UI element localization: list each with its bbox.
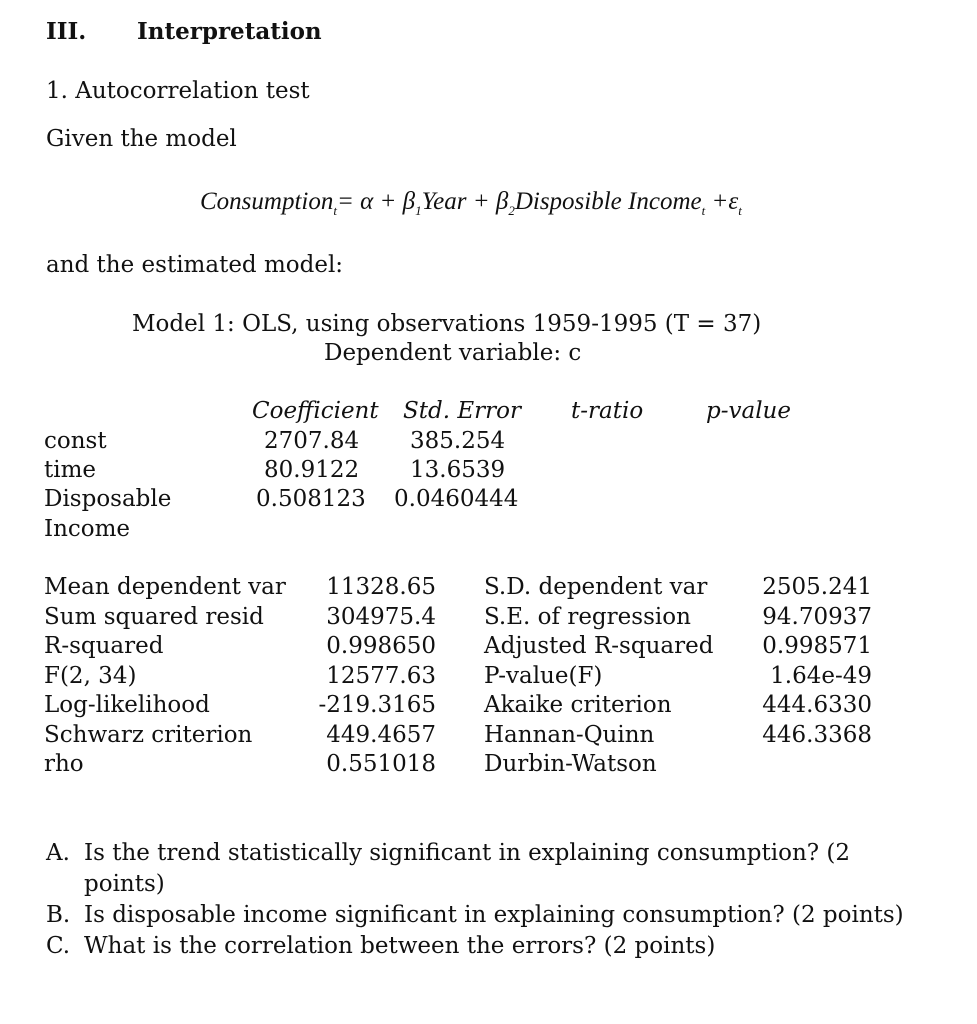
model-title: Model 1: OLS, using observations 1959-1995 (T = 37) xyxy=(132,311,762,337)
eq-plus-1: + xyxy=(373,188,403,215)
row-disposable-se: 0.0460444 xyxy=(394,486,519,512)
row-disposable-coef: 0.508123 xyxy=(256,486,366,512)
question-text: Is the trend statistically significant in explaining consumption? (2 points) xyxy=(84,840,851,897)
question-item xyxy=(46,900,926,931)
stat-label: F(2, 34) xyxy=(44,662,137,689)
question-text: What is the correlation between the errors? (2 points) xyxy=(84,933,716,959)
header-std-error: Std. Error xyxy=(403,398,521,424)
stats-values-left xyxy=(300,573,436,780)
eq-equals: = xyxy=(336,188,361,215)
row-const-name: const xyxy=(44,428,107,454)
eq-eps-sub: t xyxy=(738,203,742,218)
stat-value: 0.998571 xyxy=(762,633,872,659)
stat-label: Durbin-Watson xyxy=(484,751,657,777)
eq-year: Year xyxy=(421,188,467,215)
header-p-value: p-value xyxy=(706,398,791,424)
dependent-variable: Dependent variable: c xyxy=(324,340,582,366)
stat-value: 0.551018 xyxy=(326,751,436,777)
row-const-se: 385.254 xyxy=(410,428,506,454)
stat-value: 11328.65 xyxy=(326,574,436,600)
row-time-coef: 80.9122 xyxy=(264,457,360,483)
question-item xyxy=(46,931,926,962)
eq-beta2: β xyxy=(495,188,509,215)
question-text: Is disposable income significant in explaining consumption? (2 points) xyxy=(84,902,904,928)
stat-value: 1.64e-49 xyxy=(770,662,872,689)
intro-text: Given the model xyxy=(46,126,237,152)
stat-label: Adjusted R-squared xyxy=(484,633,714,659)
eq-disposable-income: Disposible Income xyxy=(514,188,702,215)
stat-value: 94.70937 xyxy=(762,603,872,630)
eq-beta1: β xyxy=(402,188,416,215)
stat-label: R-squared xyxy=(44,633,164,659)
stat-value: 12577.63 xyxy=(326,662,436,689)
stat-label: S.E. of regression xyxy=(484,603,691,630)
section-title: Interpretation xyxy=(137,18,322,45)
eq-beta1-sub: 1 xyxy=(415,203,422,218)
estimated-intro: and the estimated model: xyxy=(46,252,344,278)
stats-values-right xyxy=(740,573,872,750)
stat-label: Sum squared resid xyxy=(44,603,264,630)
header-t-ratio: t-ratio xyxy=(571,398,644,424)
row-time-se: 13.6539 xyxy=(410,457,506,483)
stat-label: Hannan-Quinn xyxy=(484,721,655,748)
eq-lhs-sub: t xyxy=(333,203,337,218)
eq-plus-3: + xyxy=(705,188,729,215)
stat-label: rho xyxy=(44,751,84,777)
stat-label: Schwarz criterion xyxy=(44,721,253,748)
stat-label: Mean dependent var xyxy=(44,574,286,600)
stats-labels-left xyxy=(44,573,286,780)
row-disposable-name-line2: Income xyxy=(44,516,131,542)
question-item xyxy=(46,838,926,900)
eq-disp-sub: t xyxy=(701,203,706,218)
row-disposable-name: Disposable xyxy=(44,486,172,512)
eq-epsilon: ε xyxy=(728,188,739,215)
stat-value: -219.3165 xyxy=(318,692,436,718)
question-letter: B. xyxy=(46,902,71,928)
eq-beta2-sub: 2 xyxy=(508,203,515,218)
stat-label: P-value(F) xyxy=(484,662,603,689)
question-list xyxy=(46,838,926,962)
stat-label: Akaike criterion xyxy=(484,692,672,718)
section-number: III. xyxy=(46,18,87,45)
header-coefficient: Coefficient xyxy=(252,398,379,424)
stat-value: 446.3368 xyxy=(762,721,872,748)
model-equation xyxy=(200,188,742,219)
row-const-coef: 2707.84 xyxy=(264,428,360,454)
eq-plus-2: + xyxy=(466,188,496,215)
stat-value: 449.4657 xyxy=(326,721,436,748)
question-letter: C. xyxy=(46,933,71,959)
stat-value: 304975.4 xyxy=(326,603,436,630)
row-time-name: time xyxy=(44,457,97,483)
stat-value: 444.6330 xyxy=(762,692,872,718)
stat-value: 0.998650 xyxy=(326,633,436,659)
eq-alpha: α xyxy=(360,188,374,215)
stat-label: S.D. dependent var xyxy=(484,574,708,600)
subsection-heading: 1. Autocorrelation test xyxy=(46,78,310,104)
stat-value: 2505.241 xyxy=(762,574,872,600)
stat-label: Log-likelihood xyxy=(44,692,210,718)
eq-lhs: Consumption xyxy=(200,188,334,215)
stats-labels-right xyxy=(484,573,713,780)
question-letter: A. xyxy=(46,840,70,866)
